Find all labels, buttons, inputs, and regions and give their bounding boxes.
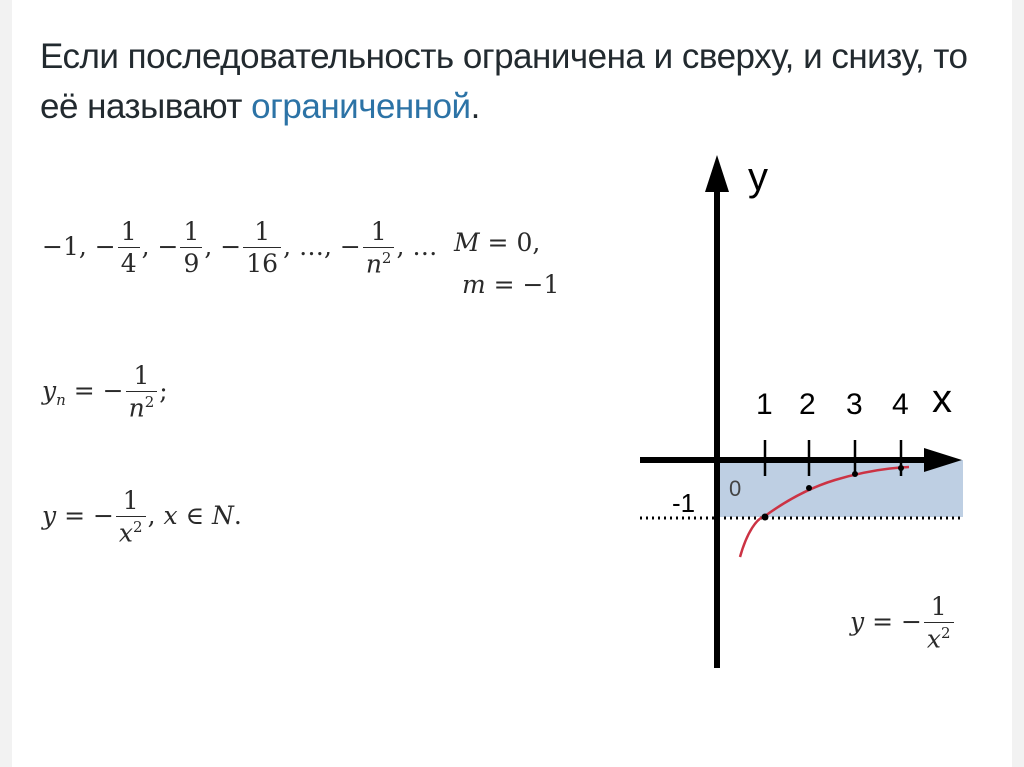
sequence-first-term: −1, — [42, 231, 87, 261]
heading-period: . — [470, 87, 480, 126]
origin-label: 0 — [729, 476, 742, 501]
formula-equals: = − — [65, 375, 124, 405]
formula-var: y — [42, 500, 57, 530]
upper-bound-var: M — [454, 228, 480, 257]
fraction-numerator: 1 — [363, 218, 395, 248]
sequence-point — [762, 514, 769, 521]
sequence-minus: − — [157, 231, 179, 261]
formula-equals: = − — [56, 500, 114, 530]
fraction-denominator — [924, 625, 954, 654]
fraction-denominator: 4 — [120, 248, 137, 278]
formula-equals: = − — [864, 606, 922, 636]
sequence-minus: − — [220, 231, 242, 261]
formula-end: . — [233, 500, 242, 530]
fraction-denominator: 9 — [183, 248, 200, 278]
fraction-numerator: 1 — [180, 218, 202, 248]
sequence-separator: , — [204, 231, 213, 261]
sequence-separator: , …, — [283, 231, 332, 261]
graph-formula — [850, 593, 956, 654]
formula-var: y — [850, 606, 865, 636]
x-tick-label: 4 — [892, 388, 909, 421]
heading-highlight-term: ограниченной — [251, 87, 471, 126]
formula-tail: , — [147, 500, 164, 530]
sequence-separator: , … — [396, 231, 438, 261]
minus-one-label: -1 — [672, 488, 696, 518]
sequence-point — [852, 471, 858, 477]
sequence-separator: , — [141, 231, 150, 261]
formula-element-of: ∈ — [177, 500, 212, 530]
fraction-numerator: 1 — [116, 487, 146, 517]
fraction-numerator: 1 — [243, 218, 281, 248]
upper-bound-value: = 0, — [479, 228, 541, 257]
fraction-denominator: 16 — [246, 248, 279, 278]
formula-set: N — [212, 500, 234, 530]
sequence-minus: − — [339, 231, 361, 261]
heading-line-1: Если последовательность ограничена и сверху, и снизу, то — [40, 37, 968, 76]
formula-var: y — [42, 375, 57, 405]
x-axis-label: x — [932, 377, 952, 421]
slide — [12, 0, 1012, 767]
sequence-minus: − — [94, 231, 116, 261]
formula-x-var: x — [163, 500, 178, 530]
fraction-numerator: 1 — [118, 218, 140, 248]
sequence-point — [806, 485, 812, 491]
lower-bound-value: = −1 — [485, 270, 560, 299]
fraction-numerator: 1 — [126, 362, 158, 392]
denominator-base: x — [926, 624, 942, 654]
x-tick-label: 1 — [756, 388, 773, 421]
denominator-base: n — [365, 249, 382, 279]
lower-bound-var: m — [461, 270, 486, 299]
denominator-exponent: 2 — [381, 248, 392, 267]
formula-subscript: n — [56, 390, 66, 409]
formula-tail: ; — [159, 375, 168, 405]
y-axis-label: y — [748, 155, 768, 199]
sequence-point — [898, 465, 904, 471]
y-axis-arrow — [705, 155, 729, 192]
denominator-base: x — [118, 518, 134, 548]
denominator-base: n — [128, 393, 145, 423]
x-tick-label: 3 — [846, 388, 863, 421]
fraction-numerator: 1 — [924, 593, 954, 623]
denominator-exponent: 2 — [941, 623, 951, 642]
denominator-exponent: 2 — [144, 392, 155, 411]
x-tick-label: 2 — [799, 388, 816, 421]
formula-fraction — [924, 593, 954, 654]
denominator-exponent: 2 — [133, 517, 143, 536]
heading-line-2-prefix: её называют — [40, 87, 252, 126]
